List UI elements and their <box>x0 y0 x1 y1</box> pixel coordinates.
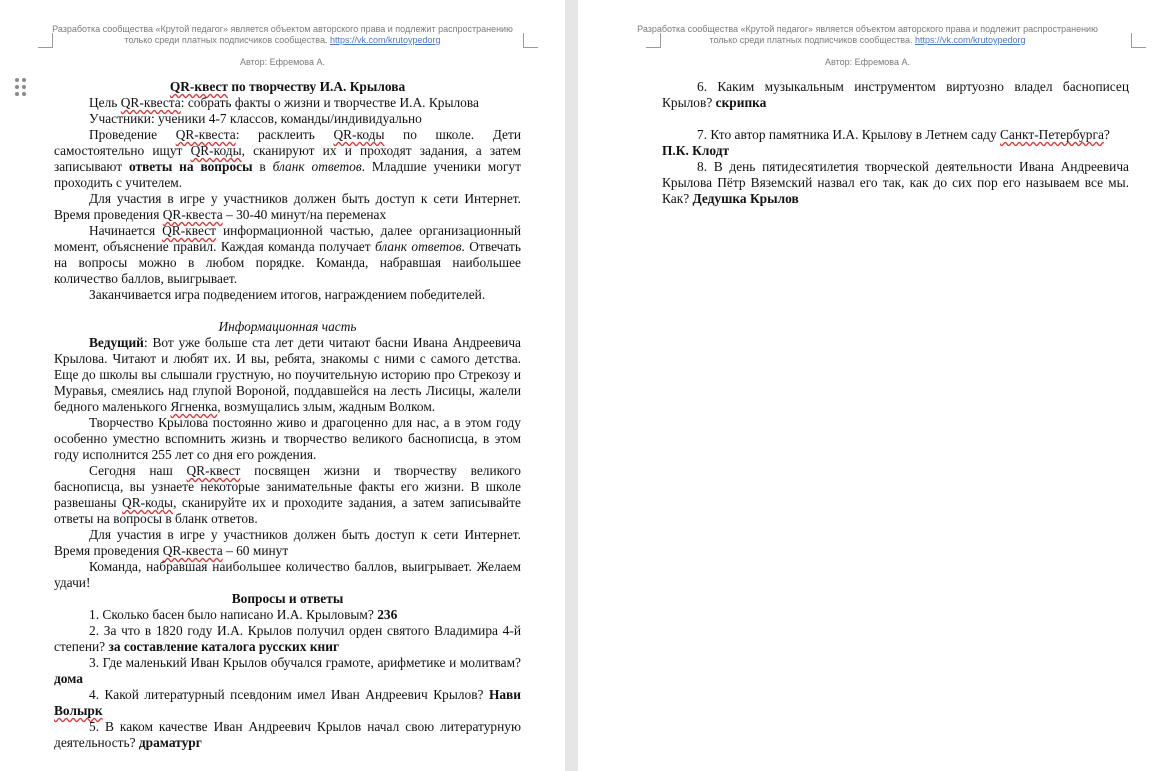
question-6: 6. Каким музыкальным инструментом виртуозно владел баснописец Крылов? скрипка <box>662 79 1129 110</box>
ending-paragraph: Заканчивается игра подведением итогов, награждением победителей. <box>89 287 486 302</box>
drag-handle-icon[interactable] <box>14 78 28 98</box>
creativity-paragraph: Творчество Крылова постоянно живо и драгоценно для нас, а в этом году особенно уместно вспомнить жизнь и творчество великого баснописца, в этом году исполнится 255 лет со дня его рождения. <box>54 415 521 462</box>
team-paragraph: Команда, набравшая наибольшее количество баллов, выигрывает. Желаем удачи! <box>54 559 521 590</box>
author-line: Автор: Ефремова А. <box>240 57 325 67</box>
host-paragraph: Ведущий: Вот уже больше ста лет дети читают басни Ивана Андреевича Крылова. Читают и любят их. И вы, ребята, знакомы с ними с самого детства. Еще до школы вы слышали грустную, но поучительную историю про Стрекозу и Муравья, смеялись над глупой Вороной, поддавшейся на лесть Лисицы, жалели бедного маленького Ягненка, возмущались злым, жадным Волком. <box>54 335 521 414</box>
copyright-notice: Разработка сообщества «Крутой педагог» является объектом авторского права и подлежит распространению <box>637 24 1098 34</box>
participants-paragraph: Участники: ученики 4-7 классов, команды/индивидуально <box>89 111 422 126</box>
today-paragraph: Сегодня наш QR-квест посвящен жизни и творчеству великого баснописца, вы узнаете некоторые занимательные факты его жизни. В школе развешаны QR-коды, сканируйте их и проходите задания, а затем записывайте ответы на вопросы в бланк ответов. <box>54 463 521 526</box>
copyright-notice-2: только среди платных подписчиков сообщества. <box>709 35 913 45</box>
page-header <box>578 24 1157 46</box>
qa-section-heading: Вопросы и ответы <box>231 591 344 606</box>
internet-paragraph: Для участия в игре у участников должен быть доступ к сети Интернет. Время проведения QR-квеста – 30-40 минут/на переменах <box>54 191 521 222</box>
question-8: 8. В день пятидесятилетия творческой деятельности Ивана Андреевича Крылова Пётр Вяземский назвал его так, как до сих пор его называем все мы. Как? Дедушка Крылов <box>662 159 1129 206</box>
document-title: QR-квест по творчеству И.А. Крылова <box>169 79 406 94</box>
question-2: 2. За что в 1820 году И.А. Крылов получил орден святого Владимира 4-й степени? за составление каталога русских книг <box>54 623 521 654</box>
answer-7: П.К. Клодт <box>662 143 730 158</box>
copyright-notice-2: только среди платных подписчиков сообщества. <box>124 35 328 45</box>
internet-paragraph-2: Для участия в игре у участников должен быть доступ к сети Интернет. Время проведения QR-квеста – 60 минут <box>54 527 521 558</box>
info-section-heading: Информационная часть <box>218 319 357 334</box>
question-5: 5. В каком качестве Иван Андреевич Крылов начал свою литературную деятельность? драматург <box>54 719 521 750</box>
procedure-paragraph: Проведение QR-квеста: расклеить QR-коды по школе. Дети самостоятельно ищут QR-коды, сканируют их и проходят задания, а затем записывают ответы на вопросы в бланк ответов. Младшие ученики могут проходить с учителем. <box>54 127 521 190</box>
author-line: Автор: Ефремова А. <box>825 57 910 67</box>
question-7: 7. Кто автор памятника И.А. Крылову в Летнем саду Санкт-Петербурга? <box>697 127 1110 142</box>
start-paragraph: Начинается QR-квест информационной частью, далее организационный момент, объяснение правил. Каждая команда получает бланк ответов. Отвечать на вопросы можно в любом порядке. Команда, набравшая наибольшее количество баллов, выигрывает. <box>54 223 521 286</box>
document-page-1 <box>0 0 565 771</box>
goal-paragraph: Цель QR-квеста: собрать факты о жизни и творчестве И.А. Крылова <box>89 95 479 110</box>
question-3: 3. Где маленький Иван Крылов обучался грамоте, арифметике и молитвам? дома <box>54 655 521 686</box>
community-link[interactable]: https://vk.com/krutoypedorg <box>915 35 1026 45</box>
document-page-2 <box>578 0 1157 771</box>
page-2-body <box>662 79 1129 207</box>
copyright-notice: Разработка сообщества «Крутой педагог» является объектом авторского права и подлежит распространению <box>52 24 513 34</box>
question-1: 1. Сколько басен было написано И.А. Крыловым? 236 <box>89 607 398 622</box>
question-4: 4. Какой литературный псевдоним имел Иван Андреевич Крылов? Нави Волырк <box>54 687 521 718</box>
page-1-body <box>54 79 521 751</box>
community-link[interactable]: https://vk.com/krutoypedorg <box>330 35 441 45</box>
page-header <box>0 24 565 46</box>
